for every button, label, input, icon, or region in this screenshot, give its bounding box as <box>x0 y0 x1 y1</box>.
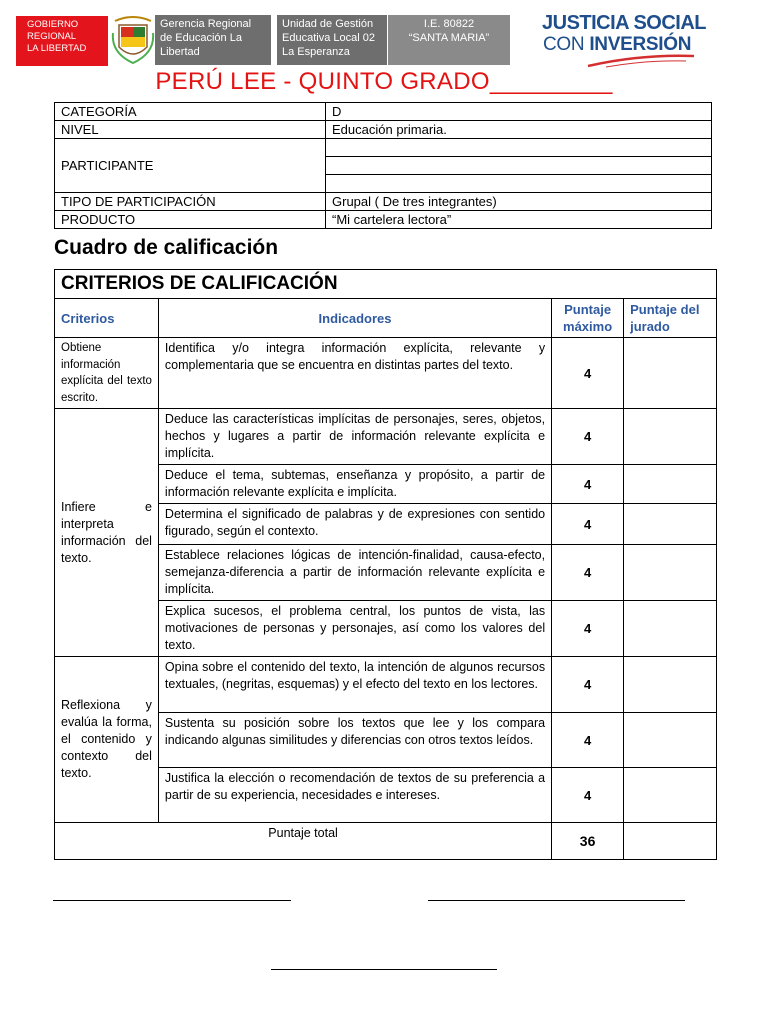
signature-line-1 <box>53 900 291 901</box>
criteria-title-row <box>55 270 717 299</box>
table-row <box>55 409 717 465</box>
indicador-cell: Justifica la elección o recomendación de textos de su preferencia a partir de su experiencia, necesidades e intereses. <box>158 768 551 823</box>
puntaje-maximo-cell: 4 <box>552 545 624 601</box>
criteria-table <box>54 269 717 860</box>
criterio-obtiene: Obtiene información explícita del texto escrito. <box>55 338 159 409</box>
ie-line-2: “SANTA MARIA” <box>408 32 490 44</box>
criterio-reflexiona: Reflexiona y evalúa la forma, el contenido y contexto del texto. <box>55 657 159 823</box>
slogan-swoosh-icon <box>586 52 696 68</box>
ie-box <box>388 15 510 65</box>
participante-label: PARTICIPANTE <box>55 139 326 193</box>
indicador-cell: Identifica y/o integra información explícita, relevante y complementaria que se encuentra en distintas partes del texto. <box>158 338 551 409</box>
participante-field-1[interactable] <box>326 139 712 157</box>
slogan-con: CON <box>543 34 590 55</box>
puntaje-jurado-cell[interactable] <box>624 657 717 713</box>
cuadro-title: Cuadro de calificación <box>54 236 279 259</box>
categoria-label: CATEGORÍA <box>55 103 326 121</box>
gerencia-line-2: de Educación La <box>160 32 242 44</box>
puntaje-maximo-cell: 4 <box>552 768 624 823</box>
categoria-value: D <box>326 103 712 121</box>
indicador-cell: Explica sucesos, el problema central, los puntos de vista, las motivaciones de personas y personajes, así como los valores del texto. <box>158 601 551 657</box>
indicador-cell: Establece relaciones lógicas de intención-finalidad, causa-efecto, semejanza-diferencia a partir de información relevante explícita e implícita. <box>158 545 551 601</box>
tipo-value: Grupal ( De tres integrantes) <box>326 193 712 211</box>
gerencia-line-3: Libertad <box>160 46 200 58</box>
gerencia-regional-box <box>155 15 271 65</box>
nivel-value: Educación primaria. <box>326 121 712 139</box>
total-row <box>55 823 717 860</box>
table-row <box>55 657 717 713</box>
puntaje-jurado-cell[interactable] <box>624 504 717 545</box>
info-row-tipo <box>55 193 712 211</box>
info-row-categoria <box>55 103 712 121</box>
puntaje-maximo-cell: 4 <box>552 601 624 657</box>
puntaje-maximo-cell: 4 <box>552 465 624 504</box>
ugel-line-3: La Esperanza <box>282 46 350 58</box>
gobierno-line-3: LA LIBERTAD <box>27 43 87 54</box>
slogan-line-1: JUSTICIA SOCIAL <box>542 12 706 34</box>
puntaje-jurado-cell[interactable] <box>624 713 717 768</box>
regional-crest-icon <box>111 13 155 67</box>
info-row-participante <box>55 139 712 157</box>
participante-field-2[interactable] <box>326 157 712 175</box>
puntaje-jurado-cell[interactable] <box>624 409 717 465</box>
ugel-line-2: Educativa Local 02 <box>282 32 375 44</box>
puntaje-maximo-cell: 4 <box>552 338 624 409</box>
total-label: Puntaje total <box>55 823 552 860</box>
nivel-label: NIVEL <box>55 121 326 139</box>
participante-field-3[interactable] <box>326 175 712 193</box>
tipo-label: TIPO DE PARTICIPACIÓN <box>55 193 326 211</box>
puntaje-maximo-cell: 4 <box>552 504 624 545</box>
ugel-line-1: Unidad de Gestión <box>282 18 374 30</box>
page-title: PERÚ LEE - QUINTO GRADO_________ <box>155 68 613 95</box>
signature-line-3 <box>271 969 497 970</box>
puntaje-jurado-cell[interactable] <box>624 338 717 409</box>
puntaje-jurado-cell[interactable] <box>624 545 717 601</box>
indicador-cell: Determina el significado de palabras y de expresiones con sentido figurado, según el contexto. <box>158 504 551 545</box>
total-jurado-cell[interactable] <box>624 823 717 860</box>
puntaje-jurado-cell[interactable] <box>624 465 717 504</box>
producto-label: PRODUCTO <box>55 211 326 229</box>
info-row-producto <box>55 211 712 229</box>
criterio-infiere: Infiere e interpreta información del texto. <box>55 409 159 657</box>
indicador-cell: Opina sobre el contenido del texto, la intención de algunos recursos textuales, (negritas, esquemas) y el efecto del texto en los lectores. <box>158 657 551 713</box>
indicador-cell: Deduce el tema, subtemas, enseñanza y propósito, a partir de información relevante explícita e implícita. <box>158 465 551 504</box>
criteria-title: CRITERIOS DE CALIFICACIÓN <box>55 270 717 299</box>
col-puntaje-jurado-header: Puntaje del jurado <box>624 299 717 338</box>
signature-line-2 <box>428 900 685 901</box>
puntaje-maximo-cell: 4 <box>552 713 624 768</box>
puntaje-maximo-cell: 4 <box>552 657 624 713</box>
col-indicadores-header: Indicadores <box>158 299 551 338</box>
ie-line-1: I.E. 80822 <box>423 18 475 30</box>
gobierno-regional-logo-box <box>16 16 108 66</box>
total-value: 36 <box>552 823 624 860</box>
info-row-nivel <box>55 121 712 139</box>
gerencia-line-1: Gerencia Regional <box>160 18 252 30</box>
indicador-cell: Deduce las características implícitas de personajes, seres, objetos, hechos y lugares a partir de información relevante explícita e implícita. <box>158 409 551 465</box>
producto-value: “Mi cartelera lectora” <box>326 211 712 229</box>
info-table <box>54 102 712 229</box>
gobierno-line-1: GOBIERNO <box>27 19 79 30</box>
puntaje-maximo-cell: 4 <box>552 409 624 465</box>
puntaje-jurado-cell[interactable] <box>624 601 717 657</box>
table-row <box>55 338 717 409</box>
criteria-header-row <box>55 299 717 338</box>
puntaje-jurado-cell[interactable] <box>624 768 717 823</box>
slogan-inversion: INVERSIÓN <box>589 34 692 55</box>
ugel-box <box>277 15 387 65</box>
indicador-cell: Sustenta su posición sobre los textos que lee y los compara indicando algunas similitudes y diferencias con otros textos leídos. <box>158 713 551 768</box>
col-criterios-header: Criterios <box>55 299 159 338</box>
col-puntaje-maximo-header: Puntaje máximo <box>552 299 624 338</box>
gobierno-line-2: REGIONAL <box>27 31 77 42</box>
